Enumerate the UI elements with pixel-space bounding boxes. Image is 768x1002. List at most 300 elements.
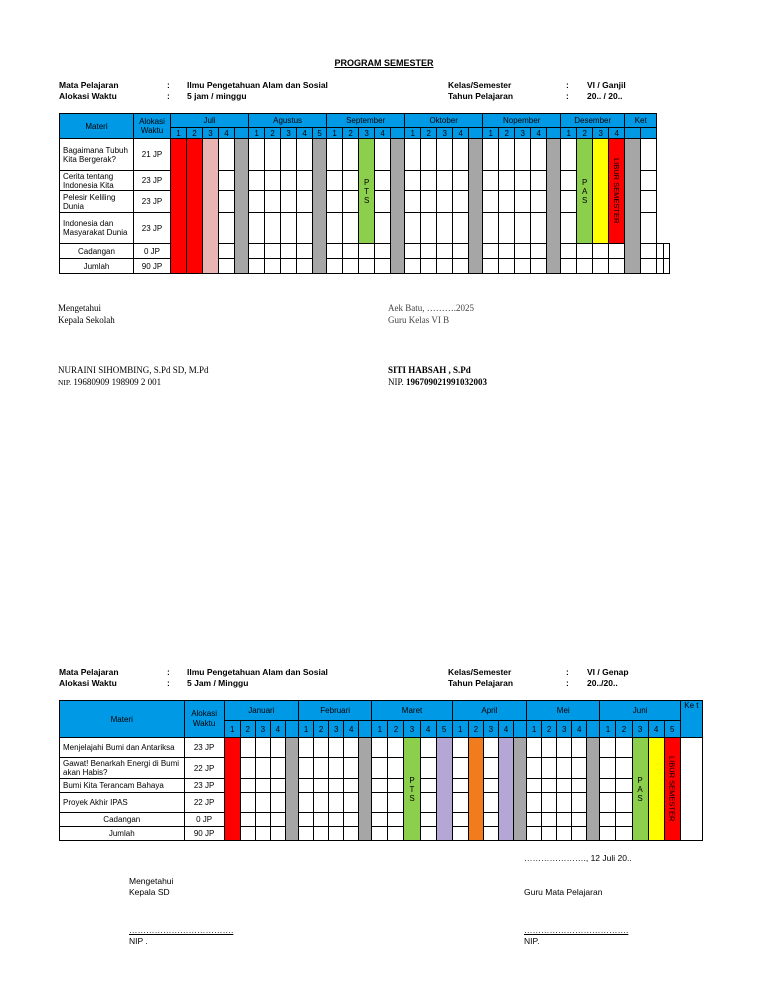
cell xyxy=(531,213,547,244)
jp-cell: 22 JP xyxy=(184,758,224,779)
cell xyxy=(327,213,343,244)
cell xyxy=(483,259,499,274)
cell xyxy=(557,738,572,758)
cell xyxy=(270,738,285,758)
cell xyxy=(375,139,391,171)
effective-week-red xyxy=(224,738,240,841)
week-num: 5 xyxy=(313,128,327,139)
cell xyxy=(421,213,437,244)
week-num: 4 xyxy=(375,128,391,139)
week-num: 3 xyxy=(593,128,609,139)
cell xyxy=(420,793,436,813)
cell xyxy=(421,171,437,191)
cell xyxy=(527,793,542,813)
cell xyxy=(329,758,344,779)
cell xyxy=(405,213,421,244)
cell xyxy=(515,259,531,274)
cell xyxy=(453,244,469,259)
week-num: 3 xyxy=(515,128,531,139)
cell xyxy=(609,244,625,259)
cell xyxy=(327,171,343,191)
cell xyxy=(219,139,235,171)
cell xyxy=(452,793,468,813)
week5-grey xyxy=(547,139,561,274)
cell xyxy=(297,244,313,259)
sem1-colon-3: : xyxy=(566,80,569,90)
cell xyxy=(249,213,265,244)
cell xyxy=(527,813,542,827)
cell xyxy=(255,793,270,813)
week-num: 5 xyxy=(664,721,680,738)
cell xyxy=(343,244,359,259)
week5-grey xyxy=(285,738,298,841)
cell xyxy=(527,779,542,793)
week-num: 1 xyxy=(249,128,265,139)
cell xyxy=(314,738,329,758)
cell xyxy=(270,827,285,841)
cell xyxy=(561,259,577,274)
materi-cell: Cadangan xyxy=(60,244,134,259)
cell xyxy=(270,758,285,779)
week-num: 4 xyxy=(344,721,359,738)
cell xyxy=(314,813,329,827)
cell xyxy=(421,139,437,171)
cell xyxy=(421,259,437,274)
cell xyxy=(372,758,388,779)
cell xyxy=(453,171,469,191)
cell xyxy=(483,758,498,779)
sem2-year-label: Tahun Pelajaran xyxy=(448,678,514,688)
cell xyxy=(542,779,557,793)
cell xyxy=(299,793,314,813)
sem1-time-value: 5 jam / minggu xyxy=(187,91,247,101)
materi-cell: Menjelajahi Bumi dan Antariksa xyxy=(60,738,185,758)
cell xyxy=(542,758,557,779)
nip-value: 19680909 198909 2 001 xyxy=(73,377,162,387)
cell xyxy=(343,213,359,244)
cell xyxy=(515,213,531,244)
materi-cell: Gawat! Benarkah Energi di Bumi akan Habis? xyxy=(60,758,185,779)
cell xyxy=(557,813,572,827)
cell xyxy=(641,244,657,259)
cell xyxy=(299,738,314,758)
cell xyxy=(616,827,632,841)
table-row xyxy=(60,827,703,841)
week-num: 4 xyxy=(219,128,235,139)
week-num: 4 xyxy=(453,128,469,139)
week-num: 2 xyxy=(421,128,437,139)
cell xyxy=(561,213,577,244)
sem1-subject-value: Ilmu Pengetahuan Alam dan Sosial xyxy=(187,80,328,90)
cell xyxy=(527,758,542,779)
week-num: 2 xyxy=(240,721,255,738)
sem1-year-value: 20.. / 20.. xyxy=(587,91,623,101)
table-row xyxy=(60,779,703,793)
cell xyxy=(641,191,657,213)
sem2-schedule-table xyxy=(59,700,703,841)
cell xyxy=(327,139,343,171)
document-title: PROGRAM SEMESTER xyxy=(334,58,434,68)
ramadan-column xyxy=(436,738,452,841)
sem1-month-september: September xyxy=(327,114,405,128)
week-num: 1 xyxy=(224,721,240,738)
cell xyxy=(437,171,453,191)
cell xyxy=(641,171,657,191)
jp-cell: 23 JP xyxy=(134,213,171,244)
cell xyxy=(561,171,577,191)
cell xyxy=(453,259,469,274)
cell xyxy=(557,827,572,841)
cell xyxy=(452,813,468,827)
cell xyxy=(557,793,572,813)
week-num: 2 xyxy=(388,721,404,738)
cell xyxy=(265,171,281,191)
week-num: 3 xyxy=(359,128,375,139)
cell xyxy=(527,738,542,758)
week-num xyxy=(547,128,561,139)
cell xyxy=(531,171,547,191)
week-num xyxy=(641,128,657,139)
sign2-left-nip: NIP . xyxy=(129,936,148,946)
cell xyxy=(327,259,343,274)
cell xyxy=(452,758,468,779)
sign1-left-1: Mengetahui xyxy=(58,303,101,313)
cell xyxy=(388,813,404,827)
cell xyxy=(265,259,281,274)
cell xyxy=(600,793,616,813)
cell xyxy=(249,191,265,213)
cell xyxy=(388,758,404,779)
week-num xyxy=(285,721,298,738)
cell xyxy=(561,191,577,213)
cell xyxy=(616,738,632,758)
cell xyxy=(255,758,270,779)
cell xyxy=(372,813,388,827)
cell xyxy=(281,244,297,259)
week-num: 2 xyxy=(616,721,632,738)
cell xyxy=(499,139,515,171)
week-num: 1 xyxy=(299,721,314,738)
cell xyxy=(572,758,587,779)
cell xyxy=(329,813,344,827)
libur-column xyxy=(609,139,625,244)
jp-cell: 23 JP xyxy=(134,171,171,191)
pas-label: P A S xyxy=(637,775,643,803)
sign1-left-name: NURAINI SIHOMBING, S.Pd SD, M.Pd xyxy=(58,365,209,375)
cell xyxy=(240,738,255,758)
week-num: 4 xyxy=(531,128,547,139)
sign1-right-2: Guru Kelas VI B xyxy=(388,315,450,325)
sem1-year-label: Tahun Pelajaran xyxy=(448,91,514,101)
cell xyxy=(437,191,453,213)
materi-cell: Cerita tentang Indonesia Kita xyxy=(60,171,134,191)
week-num xyxy=(391,128,405,139)
remedial-column xyxy=(593,139,609,244)
cell xyxy=(405,244,421,259)
week-num: 1 xyxy=(561,128,577,139)
cell xyxy=(499,191,515,213)
cell xyxy=(297,171,313,191)
cell xyxy=(641,213,657,244)
cell xyxy=(437,244,453,259)
week-num: 4 xyxy=(609,128,625,139)
cell xyxy=(600,758,616,779)
week-num: 1 xyxy=(527,721,542,738)
cell xyxy=(515,244,531,259)
week5-grey xyxy=(313,139,327,274)
cell xyxy=(344,827,359,841)
sem2-colon-2: : xyxy=(167,678,170,688)
sign2-right-line: ………………………………. xyxy=(524,925,629,935)
cell xyxy=(219,244,235,259)
sem1-colon-1: : xyxy=(167,80,170,90)
cell xyxy=(297,259,313,274)
cell xyxy=(572,813,587,827)
cell xyxy=(577,244,593,259)
sem1-class-label: Kelas/Semester xyxy=(448,80,512,90)
cell xyxy=(359,259,375,274)
cell xyxy=(299,813,314,827)
table-row xyxy=(60,758,703,779)
cell xyxy=(663,244,669,259)
cell xyxy=(388,827,404,841)
week-num: 3 xyxy=(329,721,344,738)
cell xyxy=(255,738,270,758)
jp-cell: 22 JP xyxy=(184,793,224,813)
week-num: 3 xyxy=(483,721,498,738)
cell xyxy=(219,191,235,213)
cell xyxy=(453,191,469,213)
cell xyxy=(240,779,255,793)
cell xyxy=(421,191,437,213)
week5-grey xyxy=(391,139,405,274)
cell xyxy=(593,244,609,259)
cell xyxy=(600,738,616,758)
cell xyxy=(265,139,281,171)
cell xyxy=(483,827,498,841)
cell xyxy=(240,813,255,827)
week-num: 3 xyxy=(281,128,297,139)
cell xyxy=(483,213,499,244)
cell xyxy=(281,191,297,213)
cell xyxy=(453,139,469,171)
week-num: 4 xyxy=(270,721,285,738)
cell xyxy=(557,779,572,793)
sem1-month-agustus: Agustus xyxy=(249,114,327,128)
cell xyxy=(270,793,285,813)
sign2-left-1: Mengetahui xyxy=(129,876,174,886)
libur-label: LIBUR SEMESTER xyxy=(612,158,622,224)
week-num: 5 xyxy=(436,721,452,738)
week-num: 2 xyxy=(265,128,281,139)
cell xyxy=(561,244,577,259)
cell xyxy=(515,191,531,213)
sign2-right-nip: NIP. xyxy=(524,936,540,946)
sem2-head-alokasi: Alokasi Waktu xyxy=(184,701,224,738)
jp-cell: 0 JP xyxy=(134,244,171,259)
jp-cell: 23 JP xyxy=(184,779,224,793)
cell xyxy=(314,793,329,813)
cell xyxy=(542,813,557,827)
cell xyxy=(297,191,313,213)
sem1-head-alokasi: Alokasi Waktu xyxy=(134,114,171,139)
sem1-subject-label: Mata Pelajaran xyxy=(59,80,119,90)
cell xyxy=(499,259,515,274)
cell xyxy=(405,259,421,274)
sem2-time-value: 5 Jam / Minggu xyxy=(187,678,249,688)
week-num: 4 xyxy=(648,721,664,738)
effective-week-red xyxy=(187,139,203,274)
ket-cell xyxy=(680,738,702,841)
table-row xyxy=(60,813,703,827)
materi-cell: Pelesir Keliling Dunia xyxy=(60,191,134,213)
cell xyxy=(375,213,391,244)
cell xyxy=(299,758,314,779)
cell xyxy=(600,779,616,793)
jp-cell: 23 JP xyxy=(184,738,224,758)
materi-cell: Bumi Kita Terancam Bahaya xyxy=(60,779,185,793)
week5-grey xyxy=(359,738,372,841)
week-num: 3 xyxy=(404,721,420,738)
nip-label: NIP. xyxy=(58,378,72,387)
sign1-right-nip xyxy=(388,376,487,388)
week-num: 1 xyxy=(452,721,468,738)
week-num: 1 xyxy=(171,128,187,139)
cell xyxy=(452,779,468,793)
cell xyxy=(483,793,498,813)
sem1-colon-4: : xyxy=(566,91,569,101)
table-row xyxy=(60,244,670,259)
cell xyxy=(593,259,609,274)
cell xyxy=(405,139,421,171)
week-num: 1 xyxy=(405,128,421,139)
sem2-colon-1: : xyxy=(167,667,170,677)
cell xyxy=(344,738,359,758)
ket-grey xyxy=(625,139,641,274)
cell xyxy=(405,171,421,191)
week-num: 3 xyxy=(557,721,572,738)
cell xyxy=(281,139,297,171)
cell xyxy=(437,213,453,244)
jp-cell: 0 JP xyxy=(184,813,224,827)
cell xyxy=(483,779,498,793)
cell xyxy=(542,738,557,758)
week-num: 4 xyxy=(297,128,313,139)
cell xyxy=(600,813,616,827)
cell xyxy=(329,779,344,793)
cell xyxy=(240,758,255,779)
table-row xyxy=(60,793,703,813)
sign1-right-1: Aek Batu, ……….2025 xyxy=(388,303,474,313)
cell xyxy=(281,213,297,244)
cell xyxy=(483,738,498,758)
sem2-month-juni: Juni xyxy=(600,701,680,721)
week-num: 2 xyxy=(314,721,329,738)
sign1-left-nip xyxy=(58,376,161,389)
cell xyxy=(577,259,593,274)
sem2-month-maret: Maret xyxy=(372,701,452,721)
week-num: 4 xyxy=(572,721,587,738)
jp-cell: 90 JP xyxy=(134,259,171,274)
cell xyxy=(343,139,359,171)
week-num: 4 xyxy=(498,721,513,738)
pts-label: P T S xyxy=(363,177,370,205)
cell xyxy=(572,793,587,813)
cell xyxy=(344,793,359,813)
cell xyxy=(327,191,343,213)
cell xyxy=(299,827,314,841)
cell xyxy=(452,827,468,841)
cell xyxy=(515,171,531,191)
cell xyxy=(249,139,265,171)
cell xyxy=(600,827,616,841)
sign1-right-name: SITI HABSAH , S.Pd xyxy=(388,365,471,375)
cell xyxy=(542,827,557,841)
sem2-month-januari: Januari xyxy=(224,701,298,721)
cell xyxy=(421,244,437,259)
cell xyxy=(499,244,515,259)
week5-grey xyxy=(587,738,600,841)
sign2-date: …………………., 12 Juli 20.. xyxy=(524,853,632,863)
nip-value: 196709021991032003 xyxy=(406,377,488,387)
cell xyxy=(388,793,404,813)
sem2-month-april: April xyxy=(452,701,526,721)
cell xyxy=(483,171,499,191)
week-num: 4 xyxy=(420,721,436,738)
cell xyxy=(314,827,329,841)
mpls-week xyxy=(203,139,219,274)
sign2-left-2: Kepala SD xyxy=(129,887,170,897)
sem2-head-ket: Ke t xyxy=(680,701,702,738)
cell xyxy=(616,779,632,793)
week-num xyxy=(359,721,372,738)
week-num: 1 xyxy=(483,128,499,139)
week-num xyxy=(235,128,249,139)
sem1-month-desember: Desember xyxy=(561,114,625,128)
sem2-time-label: Alokasi Waktu xyxy=(59,678,117,688)
sem1-head-ket: Ket xyxy=(625,114,657,128)
cell xyxy=(249,259,265,274)
week-num xyxy=(587,721,600,738)
cell xyxy=(281,259,297,274)
week5-grey xyxy=(469,139,483,274)
cell xyxy=(359,244,375,259)
cell xyxy=(641,139,657,171)
cell xyxy=(249,171,265,191)
cell xyxy=(499,213,515,244)
sem1-month-juli: Juli xyxy=(171,114,249,128)
sign2-left-line: ………………………………. xyxy=(129,925,234,935)
cell xyxy=(572,827,587,841)
cell xyxy=(531,191,547,213)
pas-column xyxy=(632,738,648,841)
cell xyxy=(405,191,421,213)
cell xyxy=(527,827,542,841)
week5-grey xyxy=(235,139,249,274)
cell xyxy=(483,191,499,213)
week-num xyxy=(469,128,483,139)
cell xyxy=(531,259,547,274)
cell xyxy=(483,139,499,171)
cell xyxy=(249,244,265,259)
cell xyxy=(265,213,281,244)
cell xyxy=(314,779,329,793)
jp-cell: 90 JP xyxy=(184,827,224,841)
cell xyxy=(297,213,313,244)
cell xyxy=(641,259,657,274)
ramadan-column xyxy=(498,738,513,841)
holiday-orange xyxy=(468,738,483,841)
